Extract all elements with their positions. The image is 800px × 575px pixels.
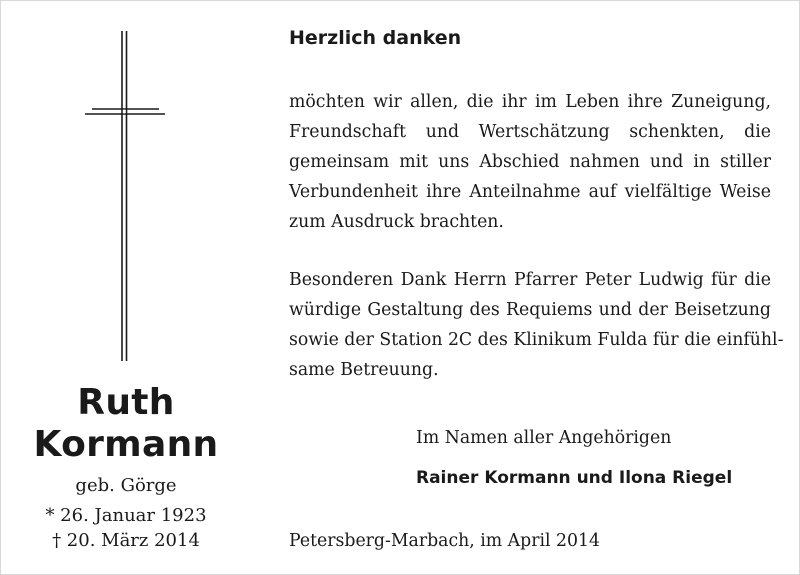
maiden-name: geb. Görge — [75, 475, 177, 496]
paragraph-line: möchten wir allen, die ihr im Leben ihre Zuneigung, — [289, 92, 771, 112]
place-date: Petersberg-Marbach, im April 2014 — [289, 531, 600, 551]
paragraph-line: würdige Gestaltung des Requiems und der Beisetzung — [289, 300, 771, 320]
birth-date: * 26. Januar 1923 — [45, 505, 207, 526]
thanks-paragraph — [289, 87, 771, 237]
cross-icon — [85, 31, 165, 361]
deceased-first-name: Ruth — [77, 382, 175, 423]
signature-intro: Im Namen aller Angehörigen — [416, 428, 672, 448]
notice-title: Herzlich danken — [289, 27, 462, 49]
paragraph-line: same Betreuung. — [289, 360, 439, 380]
signature-names: Rainer Kormann und Ilona Riegel — [416, 468, 733, 488]
paragraph-line: Besonderen Dank Herrn Pfarrer Peter Ludwig für die — [289, 270, 771, 290]
paragraph-line: sowie der Station 2C des Klinikum Fulda für die einfühl- — [289, 330, 784, 350]
paragraph-line: zum Ausdruck brachten. — [289, 212, 504, 232]
paragraph-line: gemeinsam mit uns Abschied nahmen und in stiller — [289, 152, 771, 172]
death-date: † 20. März 2014 — [52, 530, 200, 551]
deceased-last-name: Kormann — [33, 424, 219, 465]
paragraph-line: Freundschaft und Wertschätzung schenkten, die — [289, 122, 771, 142]
special-thanks-paragraph — [289, 265, 784, 385]
paragraph-line: Verbundenheit ihre Anteilnahme auf vielfältige Weise — [289, 182, 771, 202]
